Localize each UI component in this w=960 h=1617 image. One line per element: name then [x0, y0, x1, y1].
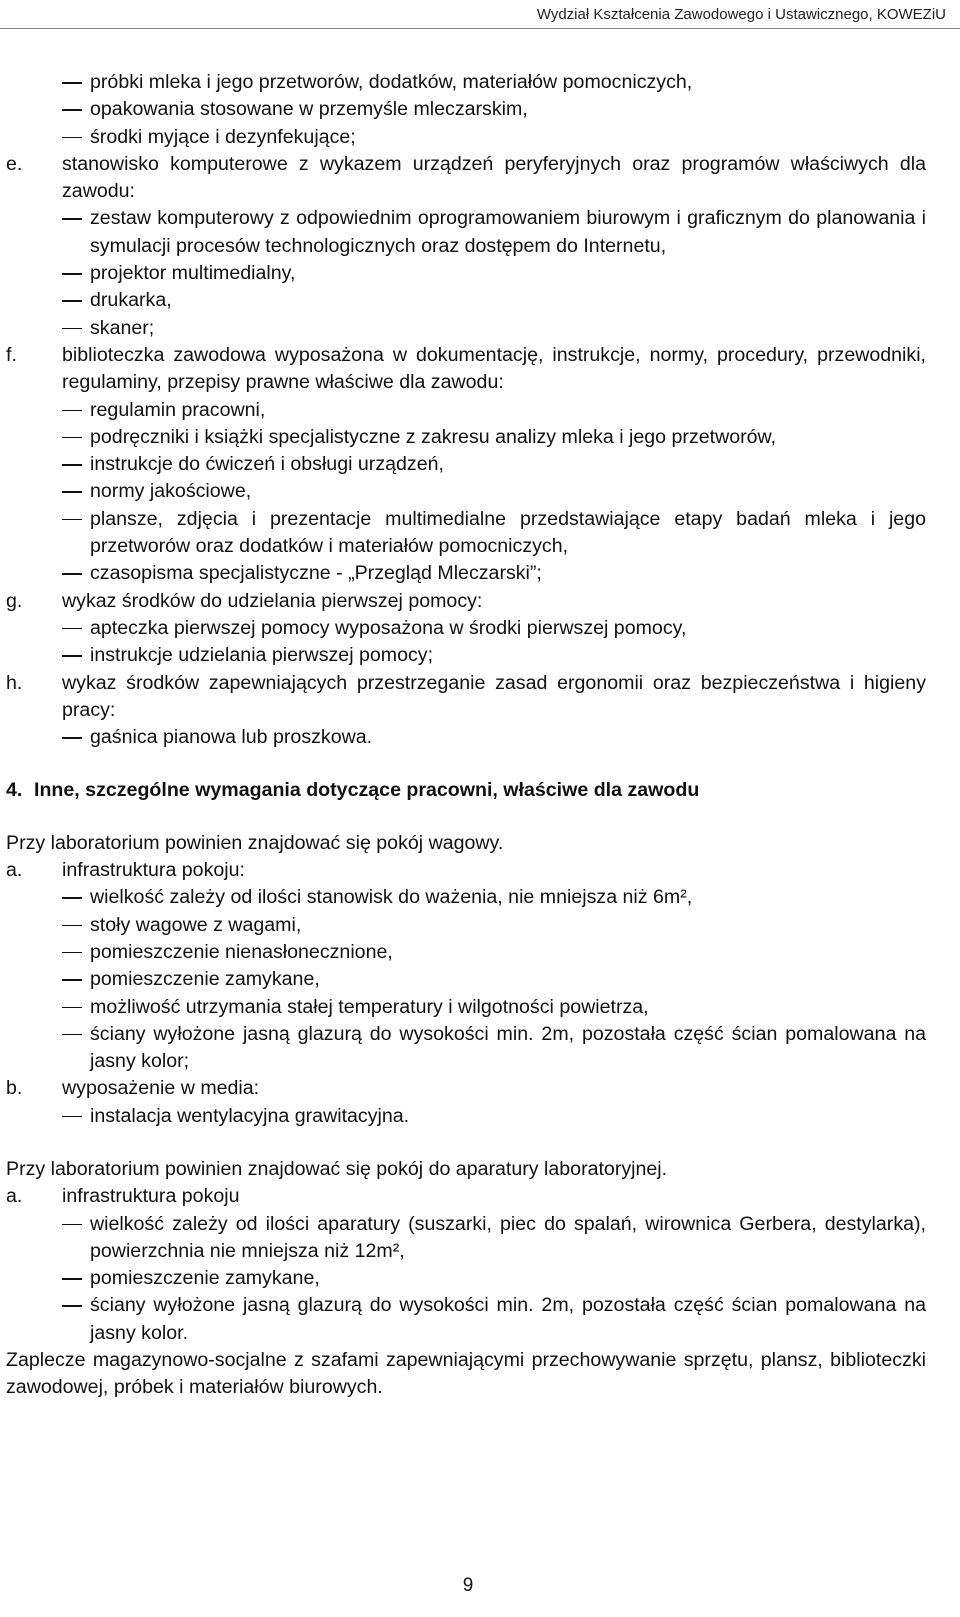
list-item: ściany wyłożone jasną glazurą do wysokości min. 2m, pozostała część ścian pomalowana na jasny kolor;	[6, 1021, 926, 1076]
lettered-item-f: f. biblioteczka zawodowa wyposażona w dokumentację, instrukcje, normy, procedury, przewodniki, regulaminy, przepisy prawne właściwe dla zawodu:	[6, 343, 926, 394]
closing-paragraph: Zaplecze magazynowo-socjalne z szafami zapewniającymi przechowywanie sprzętu, plansz, biblioteczki zawodowej, próbek i materiałów biurowych.	[6, 1349, 926, 1399]
list-item: gaśnica pianowa lub proszkowa.	[6, 724, 926, 751]
dash-bullet	[62, 628, 82, 630]
running-header: Wydział Kształcenia Zawodowego i Ustawicznego, KOWEZiU	[536, 6, 946, 23]
dash-bullet	[62, 655, 82, 657]
list-item: plansze, zdjęcia i prezentacje multimedialne przedstawiające etapy badań mleka i jego przetworów oraz dodatków i materiałów pomocniczych,	[6, 506, 926, 561]
spacer	[6, 1130, 926, 1156]
lettered-item-h: h. wykaz środków zapewniających przestrzeganie zasad ergonomii oraz bezpieczeństwa i higieny pracy:	[6, 671, 926, 721]
list-item: próbki mleka i jego przetworów, dodatków, materiałów pomocniczych,	[6, 69, 926, 96]
dash-bullet	[62, 573, 82, 575]
lettered-item-a: a. infrastruktura pokoju:	[6, 859, 245, 882]
lettered-item-a: a. infrastruktura pokoju	[6, 1185, 240, 1208]
dash-bullet	[62, 410, 82, 412]
lettered-item-e: e. stanowisko komputerowe z wykazem urządzeń peryferyjnych oraz programów właściwych dla zawodu:	[6, 152, 926, 203]
page-number: 9	[462, 1575, 474, 1596]
list-item: wielkość zależy od ilości stanowisk do ważenia, nie mniejsza niż 6m²,	[6, 884, 926, 911]
list-item: normy jakościowe,	[6, 478, 926, 505]
paragraph: Przy laboratorium powinien znajdować się pokój do aparatury laboratoryjnej.	[6, 1157, 668, 1180]
list-item: środki myjące i dezynfekujące;	[6, 124, 926, 151]
paragraph: Przy laboratorium powinien znajdować się pokój wagowy.	[6, 831, 504, 854]
list-item: apteczka pierwszej pomocy wyposażona w środki pierwszej pomocy,	[6, 615, 926, 642]
dash-bullet	[62, 273, 82, 275]
list-item: regulamin pracowni,	[6, 397, 926, 424]
lettered-item-b: b. wyposażenie w media:	[6, 1077, 260, 1100]
dash-bullet	[62, 1116, 82, 1118]
dash-bullet	[62, 925, 82, 927]
list-item: drukarka,	[6, 287, 926, 314]
dash-bullet	[62, 300, 82, 302]
dash-bullet	[62, 464, 82, 466]
list-item: czasopisma specjalistyczne - „Przegląd Mleczarski”;	[6, 560, 926, 587]
dash-bullet	[62, 137, 82, 139]
list-item: pomieszczenie zamykane,	[6, 966, 926, 993]
list-item: możliwość utrzymania stałej temperatury i wilgotności powietrza,	[6, 994, 926, 1021]
dash-bullet	[62, 1278, 82, 1280]
list-item: podręczniki i książki specjalistyczne z zakresu analizy mleka i jego przetworów,	[6, 424, 926, 451]
dash-bullet	[62, 437, 82, 439]
dash-bullet	[62, 737, 82, 739]
dash-bullet	[62, 218, 82, 220]
list-item: wielkość zależy od ilości aparatury (suszarki, piec do spalań, wirownica Gerbera, destylarka), powierzchnia nie mniejsza niż 12m²,	[6, 1211, 926, 1266]
list-item: skaner;	[6, 315, 926, 342]
section-heading: 4. Inne, szczególne wymagania dotyczące pracowni, właściwe dla zawodu	[6, 779, 700, 802]
list-item: opakowania stosowane w przemyśle mleczarskim,	[6, 96, 926, 123]
dash-bullet	[62, 979, 82, 981]
lettered-item-g: g. wykaz środków do udzielania pierwszej pomocy:	[6, 589, 483, 612]
dash-bullet	[62, 328, 82, 330]
dash-bullet	[62, 952, 82, 954]
list-item: instalacja wentylacyjna grawitacyjna.	[6, 1103, 926, 1130]
dash-bullet	[62, 109, 82, 111]
dash-bullet	[62, 491, 82, 493]
dash-bullet	[62, 1224, 82, 1226]
list-item: instrukcje do ćwiczeń i obsługi urządzeń,	[6, 451, 926, 478]
list-item: stoły wagowe z wagami,	[6, 912, 926, 939]
header-divider	[0, 28, 960, 29]
list-item: pomieszczenie nienasłonecznione,	[6, 939, 926, 966]
dash-bullet	[62, 82, 82, 84]
document-body	[6, 69, 926, 1402]
dash-bullet	[62, 519, 82, 521]
dash-bullet	[62, 897, 82, 899]
list-item: projektor multimedialny,	[6, 260, 926, 287]
list-item: pomieszczenie zamykane,	[6, 1265, 926, 1292]
dash-bullet	[62, 1034, 82, 1036]
list-item: ściany wyłożone jasną glazurą do wysokości min. 2m, pozostała część ścian pomalowana na jasny kolor.	[6, 1292, 926, 1347]
list-item: instrukcje udzielania pierwszej pomocy;	[6, 642, 926, 669]
list-item: zestaw komputerowy z odpowiednim oprogramowaniem biurowym i graficznym do planowania i symulacji procesów technologicznych oraz dostępem do Internetu,	[6, 205, 926, 260]
dash-bullet	[62, 1007, 82, 1009]
dash-bullet	[62, 1305, 82, 1307]
